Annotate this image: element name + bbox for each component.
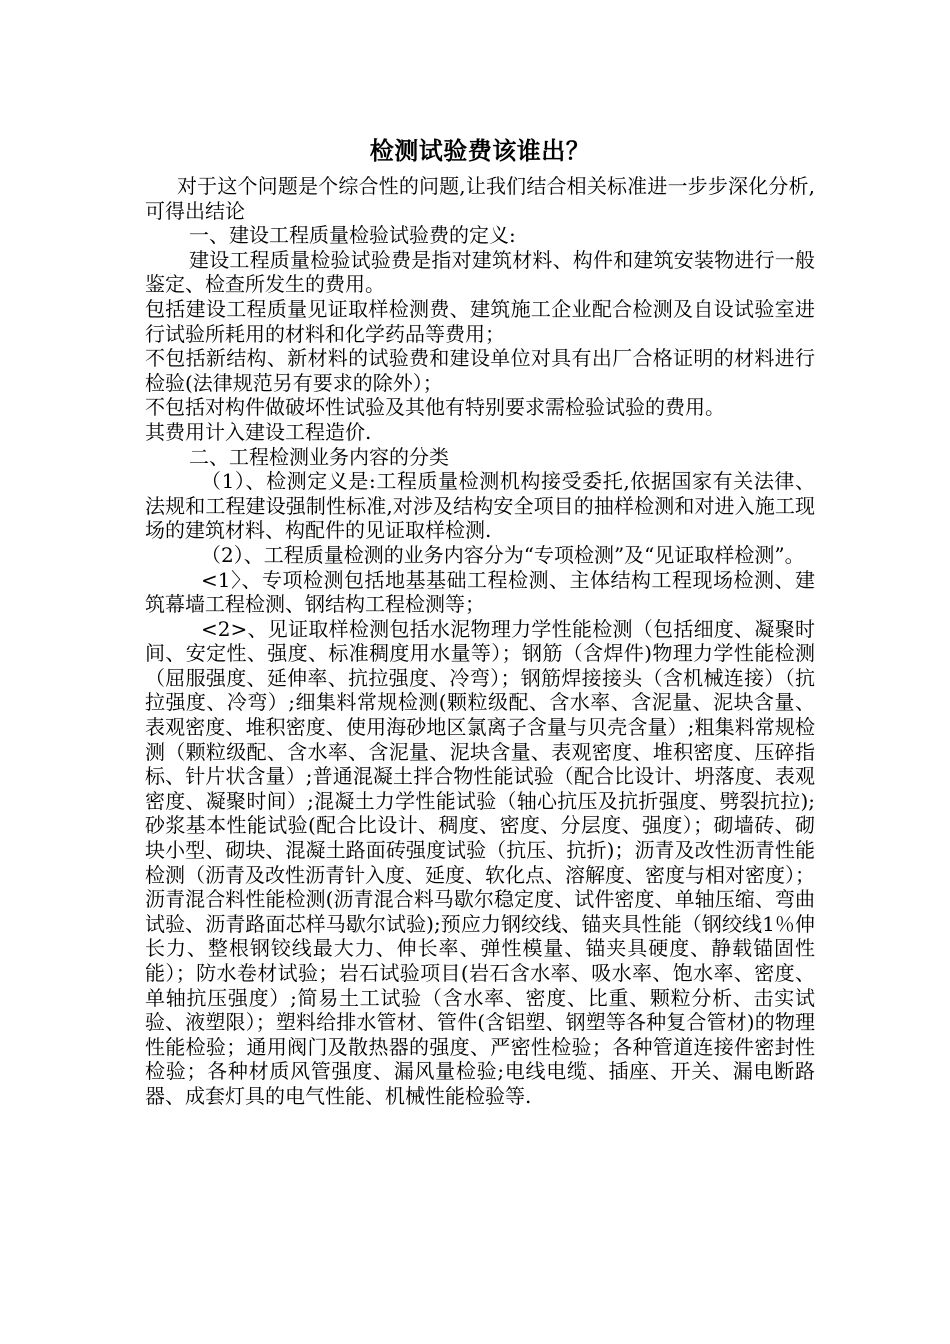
includes-paragraph: 包括建设工程质量见证取样检测费、建筑施工企业配合检测及自设试验室进行试验所耗用的材料和化学药品等费用；: [145, 296, 815, 346]
detection-definition-paragraph: （1）、检测定义是:工程质量检测机构接受委托,依据国家有关法律、法规和工程建设强制性标准,对涉及结构安全项目的抽样检测和对进入施工现场的建筑材料、构配件的见证取样检测.: [145, 469, 815, 543]
cost-paragraph: 其费用计入建设工程造价.: [145, 419, 372, 444]
definition-paragraph: 建设工程质量检验试验费是指对建筑材料、构件和建筑安装物进行一般鉴定、检查所发生的费用。: [145, 247, 815, 297]
special-detection-paragraph: <1〉、专项检测包括地基基础工程检测、主体结构工程现场检测、建筑幕墙工程检测、钢结构工程检测等；: [145, 567, 815, 617]
business-content-paragraph: （2）、工程质量检测的业务内容分为“专项检测”及“见证取样检测”。: [201, 542, 805, 567]
excludes-paragraph-2: 不包括对构件做破坏性试验及其他有特别要求需检验试验的费用。: [145, 395, 725, 420]
intro-paragraph: 对于这个问题是个综合性的问题,让我们结合相关标准进一步步深化分析,可得出结论: [145, 174, 815, 223]
section-heading-definition: 一、建设工程质量检验试验费的定义:: [189, 223, 516, 248]
document-title: 检测试验费该谁出？: [369, 136, 591, 165]
document-body: [145, 134, 815, 1109]
excludes-paragraph-1: 不包括新结构、新材料的试验费和建设单位对具有出厂合格证明的材料进行检验(法律规范另有要求的除外）；: [145, 346, 815, 395]
witness-sampling-paragraph: <2>、见证取样检测包括水泥物理力学性能检测（包括细度、凝聚时间、安定性、强度、标准稠度用水量等）；钢筋（含焊件)物理力学性能检测（屈服强度、延伸率、抗拉强度、冷弯）；钢筋焊接接头（含机械连接）（抗拉强度、冷弯）;细集料常规检测(颗粒级配、含水率、含泥量、泥块含量、表观密度、堆积密度、使用海砂地区氯离子含量与贝壳含量）;粗集料常规检测（颗粒级配、含水率、含泥量、泥块含量、表观密度、堆积密度、压碎指标、针片状含量）;普通混凝土拌合物性能试验（配合比设计、坍落度、表观密度、凝聚时间）;混凝土力学性能试验（轴心抗压及抗折强度、劈裂抗拉);砂浆基本性能试验(配合比设计、稠度、密度、分层度、强度）；砌墙砖、砌块小型、砌块、混凝土路面砖强度试验（抗压、抗折)；沥青及改性沥青性能检测（沥青及改性沥青针入度、延度、软化点、溶解度、密度与相对密度）；沥青混合料性能检测(沥青混合料马歇尔稳定度、试件密度、单轴压缩、弯曲试验、沥青路面芯样马歇尔试验);预应力钢绞线、锚夹具性能（钢绞线1％伸长力、整根钢铰线最大力、伸长率、弹性模量、锚夹具硬度、静载锚固性能）；防水卷材试验；岩石试验项目(岩石含水率、吸水率、饱水率、密度、单轴抗压强度）;简易土工试验（含水率、密度、比重、颗粒分析、击实试验、液塑限）；塑料给排水管材、管件(含铝塑、钢塑等各种复合管材)的物理性能检验；通用阀门及散热器的强度、严密性检验；各种管道连接件密封性检验；各种材质风管强度、漏风量检验;电线电缆、插座、开关、漏电断路器、成套灯具的电气性能、机械性能检验等.: [145, 616, 815, 1108]
section-heading-classification: 二、工程检测业务内容的分类: [189, 444, 449, 469]
